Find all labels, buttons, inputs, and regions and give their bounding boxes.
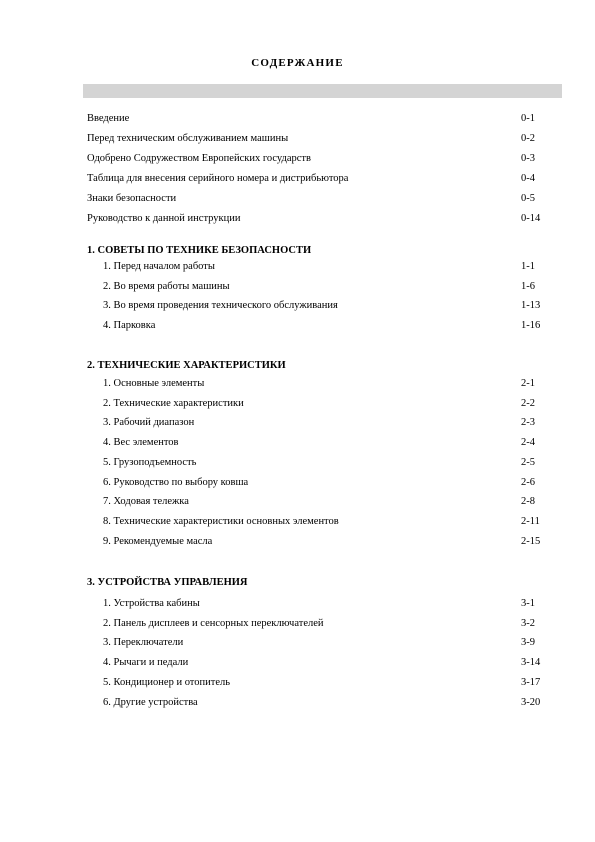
toc-section-entry[interactable]	[103, 494, 557, 510]
toc-entry-page: 0-3	[521, 153, 535, 164]
toc-entry-page: 3-17	[521, 677, 541, 688]
toc-section-entry[interactable]	[103, 396, 557, 412]
toc-entry-page: 0-1	[521, 113, 535, 124]
toc-entry-label: Руководство к данной инструкции	[87, 213, 241, 224]
toc-entry-page: 0-5	[521, 193, 535, 204]
toc-section-entry[interactable]	[103, 455, 557, 471]
toc-entry-page: 3-14	[521, 657, 541, 668]
toc-intro-entry[interactable]	[87, 171, 557, 187]
toc-section-entry[interactable]	[103, 298, 557, 314]
toc-section-entry[interactable]	[103, 318, 557, 334]
toc-entry-page: 3-2	[521, 618, 535, 629]
toc-section-entry[interactable]	[103, 259, 557, 275]
toc-entry-page: 2-1	[521, 378, 535, 389]
toc-entry-label: Знаки безопасности	[87, 193, 177, 204]
toc-section-entry[interactable]	[103, 279, 557, 295]
toc-entry-page: 2-2	[521, 398, 535, 409]
toc-entry-page: 3-1	[521, 598, 535, 609]
toc-entry-label: Одобрено Содружеством Европейских государств	[87, 153, 311, 164]
toc-entry-label: 5. Грузоподъемность	[103, 457, 197, 468]
toc-entry-label: 4. Вес элементов	[103, 437, 179, 448]
toc-section-entry[interactable]	[103, 435, 557, 451]
toc-intro-entry[interactable]	[87, 211, 557, 227]
toc-section-entry[interactable]	[103, 415, 557, 431]
toc-section-entry[interactable]	[103, 514, 557, 530]
section-heading[interactable]: 2. ТЕХНИЧЕСКИЕ ХАРАКТЕРИСТИКИ	[87, 360, 286, 371]
toc-entry-label: 9. Рекомендуемые масла	[103, 536, 213, 547]
toc-entry-page: 2-5	[521, 457, 535, 468]
toc-entry-page: 2-8	[521, 496, 535, 507]
toc-entry-label: 6. Руководство по выбору ковша	[103, 477, 249, 488]
toc-section-entry[interactable]	[103, 695, 557, 711]
toc-entry-label: 1. Устройства кабины	[103, 598, 200, 609]
toc-entry-page: 2-11	[521, 516, 540, 527]
toc-entry-page: 1-13	[521, 300, 541, 311]
toc-section-entry[interactable]	[103, 475, 557, 491]
toc-section-entry[interactable]	[103, 534, 557, 550]
toc-entry-page: 2-4	[521, 437, 535, 448]
title-divider-bar	[83, 84, 562, 98]
toc-section-entry[interactable]	[103, 675, 557, 691]
page-title: СОДЕРЖАНИЕ	[251, 57, 344, 69]
toc-section-entry[interactable]	[103, 376, 557, 392]
toc-intro-entry[interactable]	[87, 111, 557, 127]
toc-entry-label: 1. Основные элементы	[103, 378, 205, 389]
toc-entry-page: 2-15	[521, 536, 541, 547]
toc-entry-page: 0-2	[521, 133, 535, 144]
toc-entry-page: 0-14	[521, 213, 541, 224]
toc-entry-label: 2. Во время работы машины	[103, 281, 230, 292]
toc-entry-label: 8. Технические характеристики основных элементов	[103, 516, 339, 527]
toc-entry-label: Введение	[87, 113, 130, 124]
toc-section-entry[interactable]	[103, 616, 557, 632]
toc-entry-label: 7. Ходовая тележка	[103, 496, 189, 507]
toc-intro-entry[interactable]	[87, 151, 557, 167]
toc-entry-page: 3-20	[521, 697, 541, 708]
toc-entry-label: 5. Кондиционер и отопитель	[103, 677, 231, 688]
toc-entry-label: 2. Панель дисплеев и сенсорных переключателей	[103, 618, 324, 629]
toc-entry-label: 3. Рабочий диапазон	[103, 417, 195, 428]
toc-entry-page: 2-3	[521, 417, 535, 428]
toc-entry-label: 2. Технические характеристики	[103, 398, 244, 409]
toc-entry-page: 0-4	[521, 173, 535, 184]
toc-section-entry[interactable]	[103, 596, 557, 612]
section-heading[interactable]: 1. СОВЕТЫ ПО ТЕХНИКЕ БЕЗОПАСНОСТИ	[87, 245, 312, 256]
toc-section-entry[interactable]	[103, 635, 557, 651]
toc-entry-label: 3. Переключатели	[103, 637, 184, 648]
toc-entry-page: 1-1	[521, 261, 535, 272]
toc-entry-page: 1-6	[521, 281, 535, 292]
toc-entry-label: 1. Перед началом работы	[103, 261, 215, 272]
section-heading[interactable]: 3. УСТРОЙСТВА УПРАВЛЕНИЯ	[87, 577, 248, 588]
toc-intro-entry[interactable]	[87, 131, 557, 147]
toc-intro-entry[interactable]	[87, 191, 557, 207]
toc-entry-label: 3. Во время проведения технического обслуживания	[103, 300, 338, 311]
toc-entry-label: 6. Другие устройства	[103, 697, 198, 708]
toc-entry-label: 4. Рычаги и педали	[103, 657, 189, 668]
toc-entry-label: Таблица для внесения серийного номера и дистрибьютора	[87, 173, 349, 184]
toc-entry-page: 1-16	[521, 320, 541, 331]
toc-entry-label: Перед техническим обслуживанием машины	[87, 133, 289, 144]
toc-section-entry[interactable]	[103, 655, 557, 671]
toc-entry-label: 4. Парковка	[103, 320, 156, 331]
toc-entry-page: 3-9	[521, 637, 535, 648]
toc-entry-page: 2-6	[521, 477, 535, 488]
